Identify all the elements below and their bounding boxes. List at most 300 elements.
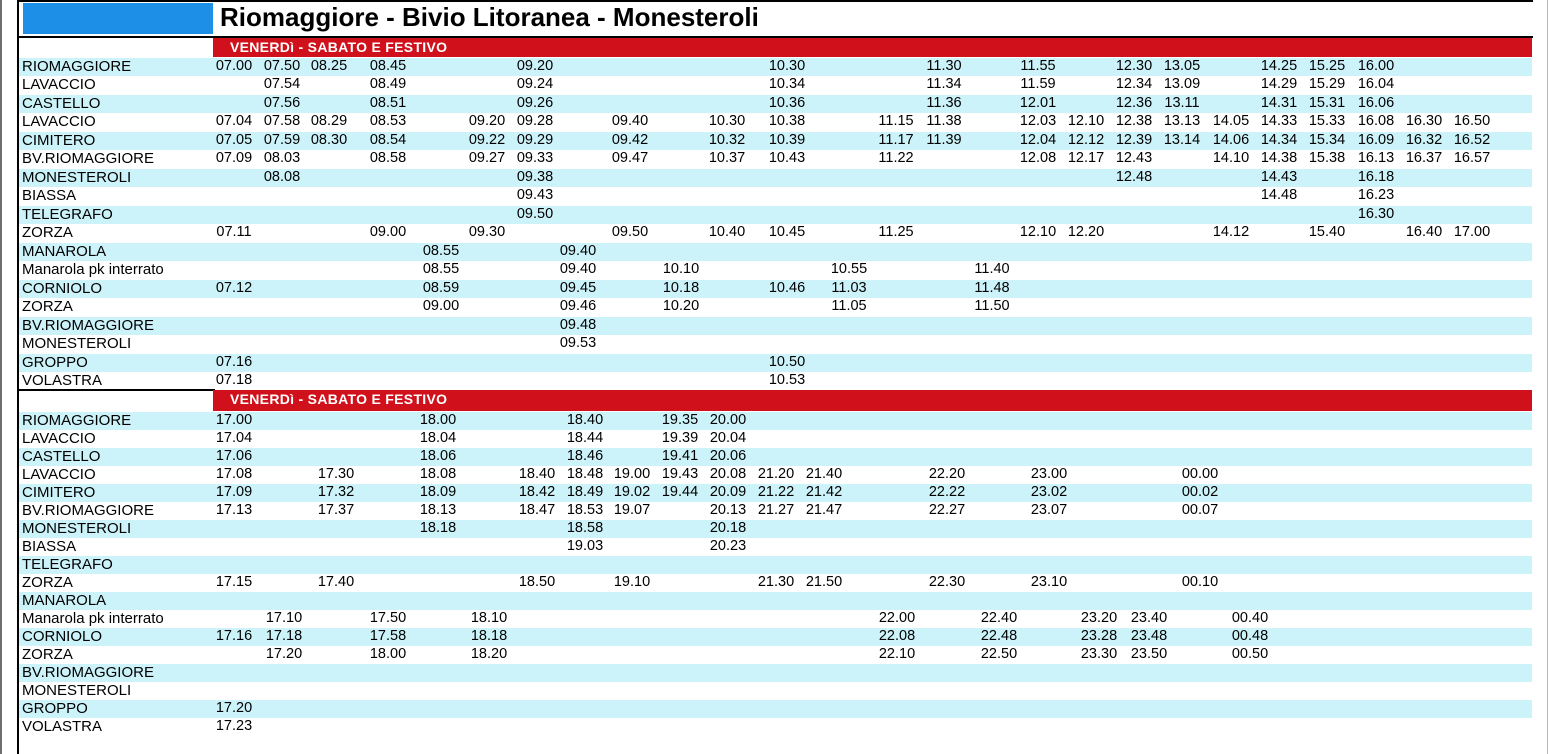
time-cell: 00.48 — [1231, 628, 1269, 644]
time-cell: 09.27 — [468, 150, 506, 167]
time-cell: 10.46 — [768, 279, 806, 296]
time-cell: 16.04 — [1357, 76, 1395, 93]
time-cell: 12.04 — [1019, 131, 1057, 148]
window-left-edge — [0, 0, 2, 754]
time-cell: 09.40 — [559, 242, 597, 259]
time-cell: 18.00 — [419, 412, 457, 428]
table-row — [19, 484, 1532, 502]
time-cell: 11.03 — [831, 279, 867, 296]
time-cell: 14.05 — [1212, 113, 1250, 130]
time-cell: 18.09 — [419, 484, 457, 500]
time-cell: 11.15 — [878, 113, 914, 130]
time-cell: 10.10 — [662, 261, 700, 278]
time-cell: 09.45 — [559, 279, 597, 296]
time-cell: 14.06 — [1212, 131, 1250, 148]
table-row — [19, 354, 1532, 373]
time-cell: 17.18 — [265, 628, 303, 644]
station-label: GROPPO — [22, 353, 88, 371]
time-cell: 23.00 — [1030, 466, 1068, 482]
station-label: LAVACCIO — [22, 113, 96, 131]
time-cell: 07.09 — [215, 150, 253, 167]
time-cell: 09.43 — [516, 187, 554, 204]
time-cell: 11.36 — [926, 94, 962, 111]
time-cell: 20.09 — [709, 484, 747, 500]
time-cell: 23.50 — [1130, 646, 1168, 662]
time-cell: 21.20 — [757, 466, 795, 482]
time-cell: 07.00 — [215, 57, 253, 74]
time-cell: 18.10 — [470, 610, 508, 626]
time-cell: 11.38 — [926, 113, 962, 130]
time-cell: 18.44 — [566, 430, 604, 446]
station-label: LAVACCIO — [22, 466, 96, 483]
time-cell: 17.37 — [317, 502, 355, 518]
station-label: BIASSA — [22, 538, 77, 555]
time-cell: 18.20 — [470, 646, 508, 662]
time-cell: 18.48 — [566, 466, 604, 482]
time-cell: 22.20 — [928, 466, 966, 482]
time-cell: 12.12 — [1067, 131, 1105, 148]
time-cell: 18.04 — [419, 430, 457, 446]
time-cell: 23.40 — [1130, 610, 1168, 626]
station-label: BIASSA — [22, 187, 77, 205]
table-row — [19, 556, 1532, 574]
time-cell: 10.30 — [768, 57, 806, 74]
time-cell: 18.08 — [419, 466, 457, 482]
time-cell: 07.56 — [263, 94, 301, 111]
time-cell: 12.10 — [1019, 224, 1057, 241]
time-cell: 10.18 — [662, 279, 700, 296]
station-label: MONESTEROLI — [22, 520, 132, 537]
time-cell: 14.34 — [1260, 131, 1298, 148]
time-cell: 09.20 — [516, 57, 554, 74]
time-cell: 12.34 — [1115, 76, 1153, 93]
time-cell: 23.20 — [1080, 610, 1118, 626]
table-row — [19, 113, 1532, 132]
time-cell: 23.30 — [1080, 646, 1118, 662]
station-label: ZORZA — [22, 574, 73, 591]
time-cell: 08.45 — [369, 57, 407, 74]
time-cell: 16.00 — [1357, 57, 1395, 74]
time-cell: 14.31 — [1260, 94, 1298, 111]
time-cell: 13.13 — [1163, 113, 1201, 130]
table-row — [19, 58, 1532, 77]
time-cell: 21.30 — [757, 574, 795, 590]
station-label: CIMITERO — [22, 131, 96, 149]
time-cell: 17.50 — [369, 610, 407, 626]
station-label: TELEGRAFO — [22, 205, 113, 223]
time-cell: 11.34 — [926, 76, 962, 93]
time-cell: 21.47 — [805, 502, 843, 518]
table-row — [19, 280, 1532, 299]
time-cell: 10.43 — [768, 150, 806, 167]
time-cell: 18.50 — [518, 574, 556, 590]
time-cell: 14.10 — [1212, 150, 1250, 167]
time-cell: 16.37 — [1405, 150, 1443, 167]
time-cell: 11.50 — [974, 298, 1010, 315]
time-cell: 07.12 — [215, 279, 253, 296]
time-cell: 09.20 — [468, 113, 506, 130]
banner-weekday-bottom — [213, 390, 1532, 411]
station-label: MANAROLA — [22, 242, 107, 260]
time-cell: 11.25 — [878, 224, 914, 241]
time-cell: 10.37 — [708, 150, 746, 167]
station-label: BV.RIOMAGGIORE — [22, 664, 154, 681]
time-cell: 08.03 — [263, 150, 301, 167]
table-row — [19, 76, 1532, 95]
table-row — [19, 206, 1532, 225]
time-cell: 17.08 — [215, 466, 253, 482]
station-label: Manarola pk interrato — [22, 610, 164, 627]
time-cell: 17.10 — [265, 610, 303, 626]
time-cell: 08.58 — [369, 150, 407, 167]
station-label: VOLASTRA — [22, 718, 103, 735]
time-cell: 08.49 — [369, 76, 407, 93]
time-cell: 13.14 — [1163, 131, 1201, 148]
station-label: CIMITERO — [22, 484, 96, 501]
time-cell: 16.08 — [1357, 113, 1395, 130]
time-cell: 12.38 — [1115, 113, 1153, 130]
time-cell: 22.00 — [878, 610, 916, 626]
time-cell: 07.11 — [216, 224, 252, 241]
time-cell: 15.40 — [1308, 224, 1346, 241]
time-cell: 16.32 — [1405, 131, 1443, 148]
time-cell: 08.55 — [422, 261, 460, 278]
time-cell: 09.46 — [559, 298, 597, 315]
table-row — [19, 664, 1532, 682]
time-cell: 09.50 — [611, 224, 649, 241]
time-cell: 16.30 — [1357, 205, 1395, 222]
time-cell: 17.40 — [317, 574, 355, 590]
time-cell: 08.25 — [310, 57, 348, 74]
table-row — [19, 187, 1532, 206]
time-cell: 20.18 — [709, 520, 747, 536]
time-cell: 00.50 — [1231, 646, 1269, 662]
time-cell: 16.57 — [1453, 150, 1491, 167]
time-cell: 23.28 — [1080, 628, 1118, 644]
time-cell: 10.45 — [768, 224, 806, 241]
time-cell: 18.40 — [518, 466, 556, 482]
time-cell: 08.59 — [422, 279, 460, 296]
time-cell: 17.20 — [215, 700, 253, 716]
station-label: CASTELLO — [22, 94, 101, 112]
time-cell: 09.40 — [559, 261, 597, 278]
time-cell: 14.25 — [1260, 57, 1298, 74]
table-row — [19, 682, 1532, 700]
station-label: TELEGRAFO — [22, 556, 113, 573]
station-label: MONESTEROLI — [22, 168, 132, 186]
table-row — [19, 430, 1532, 448]
station-label: ZORZA — [22, 646, 73, 663]
window-right-edge — [1547, 0, 1548, 754]
time-cell: 12.36 — [1115, 94, 1153, 111]
time-cell: 08.30 — [310, 131, 348, 148]
time-cell: 18.18 — [470, 628, 508, 644]
time-cell: 09.33 — [516, 150, 554, 167]
time-cell: 16.40 — [1405, 224, 1443, 241]
time-cell: 20.04 — [709, 430, 747, 446]
table-row — [19, 224, 1532, 243]
time-cell: 21.42 — [805, 484, 843, 500]
time-cell: 16.52 — [1453, 131, 1491, 148]
time-cell: 22.48 — [980, 628, 1018, 644]
time-cell: 18.53 — [566, 502, 604, 518]
time-cell: 09.00 — [422, 298, 460, 315]
time-cell: 15.34 — [1308, 131, 1346, 148]
time-cell: 09.22 — [468, 131, 506, 148]
time-cell: 10.20 — [662, 298, 700, 315]
page-title: Riomaggiore - Bivio Litoranea - Monesteroli — [220, 2, 759, 32]
time-cell: 00.00 — [1181, 466, 1219, 482]
time-cell: 21.50 — [805, 574, 843, 590]
station-label: Manarola pk interrato — [22, 261, 164, 279]
time-cell: 18.18 — [419, 520, 457, 536]
time-cell: 09.24 — [516, 76, 554, 93]
time-cell: 21.40 — [805, 466, 843, 482]
time-cell: 11.22 — [878, 150, 914, 167]
table-row — [19, 502, 1532, 520]
time-cell: 10.39 — [768, 131, 806, 148]
time-cell: 10.30 — [708, 113, 746, 130]
table-row — [19, 466, 1532, 484]
time-cell: 20.00 — [709, 412, 747, 428]
time-cell: 17.13 — [215, 502, 253, 518]
time-cell: 19.44 — [661, 484, 699, 500]
time-cell: 14.29 — [1260, 76, 1298, 93]
banner-weekday-top — [213, 38, 1532, 57]
station-label: CORNIOLO — [22, 279, 103, 297]
time-cell: 10.40 — [708, 224, 746, 241]
time-cell: 12.03 — [1019, 113, 1057, 130]
time-cell: 08.54 — [369, 131, 407, 148]
time-cell: 09.26 — [516, 94, 554, 111]
time-cell: 10.32 — [708, 131, 746, 148]
table-row — [19, 412, 1532, 430]
time-cell: 16.18 — [1357, 168, 1395, 185]
time-cell: 19.10 — [613, 574, 651, 590]
table-row — [19, 335, 1532, 354]
time-cell: 09.42 — [611, 131, 649, 148]
time-cell: 18.40 — [566, 412, 604, 428]
station-label: ZORZA — [22, 298, 73, 316]
time-cell: 23.48 — [1130, 628, 1168, 644]
time-cell: 17.00 — [1453, 224, 1491, 241]
time-cell: 17.58 — [369, 628, 407, 644]
time-cell: 11.05 — [831, 298, 867, 315]
time-cell: 11.48 — [974, 279, 1010, 296]
time-cell: 19.00 — [613, 466, 651, 482]
time-cell: 23.10 — [1030, 574, 1068, 590]
station-label: LAVACCIO — [22, 430, 96, 447]
table-row — [19, 243, 1532, 262]
time-cell: 15.31 — [1308, 94, 1346, 111]
time-cell: 17.23 — [215, 718, 253, 734]
table-row — [19, 574, 1532, 592]
table-row — [19, 592, 1532, 610]
time-cell: 11.30 — [926, 57, 962, 74]
time-cell: 08.51 — [369, 94, 407, 111]
time-cell: 14.48 — [1260, 187, 1298, 204]
time-cell: 09.29 — [516, 131, 554, 148]
table-row — [19, 132, 1532, 151]
station-label: MANAROLA — [22, 592, 107, 609]
time-cell: 16.13 — [1357, 150, 1395, 167]
station-label: BV.RIOMAGGIORE — [22, 502, 154, 519]
station-label: VOLASTRA — [22, 372, 103, 390]
time-cell: 12.01 — [1019, 94, 1057, 111]
time-cell: 19.03 — [566, 538, 604, 554]
time-cell: 07.16 — [215, 353, 253, 370]
time-cell: 23.07 — [1030, 502, 1068, 518]
time-cell: 20.06 — [709, 448, 747, 464]
time-cell: 10.50 — [768, 353, 806, 370]
time-cell: 09.48 — [559, 316, 597, 333]
time-cell: 21.27 — [757, 502, 795, 518]
time-cell: 16.50 — [1453, 113, 1491, 130]
time-cell: 18.42 — [518, 484, 556, 500]
time-cell: 00.02 — [1181, 484, 1219, 500]
time-cell: 19.02 — [613, 484, 651, 500]
table-row — [19, 150, 1532, 169]
time-cell: 11.40 — [974, 261, 1010, 278]
time-cell: 11.55 — [1020, 57, 1056, 74]
time-cell: 18.06 — [419, 448, 457, 464]
station-label: BV.RIOMAGGIORE — [22, 150, 154, 168]
time-cell: 09.00 — [369, 224, 407, 241]
table-row — [19, 448, 1532, 466]
time-cell: 13.05 — [1163, 57, 1201, 74]
banner-label: VENERDì - SABATO E FESTIVO — [230, 39, 448, 55]
time-cell: 11.17 — [878, 131, 914, 148]
time-cell: 22.10 — [878, 646, 916, 662]
blue-header-box — [23, 3, 213, 34]
station-label: RIOMAGGIORE — [22, 412, 132, 429]
time-cell: 18.58 — [566, 520, 604, 536]
station-label: CASTELLO — [22, 448, 101, 465]
table-row — [19, 520, 1532, 538]
time-cell: 07.54 — [263, 76, 301, 93]
time-cell: 08.53 — [369, 113, 407, 130]
time-cell: 00.07 — [1181, 502, 1219, 518]
time-cell: 09.28 — [516, 113, 554, 130]
time-cell: 10.38 — [768, 113, 806, 130]
table-row — [19, 628, 1532, 646]
table-row — [19, 718, 1532, 736]
station-label: BV.RIOMAGGIORE — [22, 316, 154, 334]
time-cell: 07.05 — [215, 131, 253, 148]
time-cell: 12.30 — [1115, 57, 1153, 74]
time-cell: 17.30 — [317, 466, 355, 482]
time-cell: 20.08 — [709, 466, 747, 482]
time-cell: 09.30 — [468, 224, 506, 241]
time-cell: 12.08 — [1019, 150, 1057, 167]
time-cell: 10.53 — [768, 372, 806, 389]
table-row — [19, 610, 1532, 628]
table-row — [19, 700, 1532, 718]
station-label: GROPPO — [22, 700, 88, 717]
time-cell: 19.43 — [661, 466, 699, 482]
time-cell: 22.30 — [928, 574, 966, 590]
time-cell: 07.58 — [263, 113, 301, 130]
time-cell: 22.08 — [878, 628, 916, 644]
station-label: LAVACCIO — [22, 76, 96, 94]
station-label: MONESTEROLI — [22, 682, 132, 699]
time-cell: 08.29 — [310, 113, 348, 130]
time-cell: 19.35 — [661, 412, 699, 428]
time-cell: 13.11 — [1164, 94, 1200, 111]
table-row — [19, 169, 1532, 188]
time-cell: 14.12 — [1212, 224, 1250, 241]
time-cell: 16.30 — [1405, 113, 1443, 130]
time-cell: 16.09 — [1357, 131, 1395, 148]
time-cell: 17.16 — [215, 628, 253, 644]
time-cell: 18.00 — [369, 646, 407, 662]
time-cell: 07.50 — [263, 57, 301, 74]
time-cell: 17.15 — [215, 574, 253, 590]
time-cell: 11.39 — [926, 131, 962, 148]
time-cell: 12.48 — [1115, 168, 1153, 185]
time-cell: 15.33 — [1308, 113, 1346, 130]
time-cell: 22.22 — [928, 484, 966, 500]
time-cell: 08.55 — [422, 242, 460, 259]
table-row — [19, 538, 1532, 556]
time-cell: 22.27 — [928, 502, 966, 518]
time-cell: 12.20 — [1067, 224, 1105, 241]
time-cell: 20.23 — [709, 538, 747, 554]
time-cell: 10.36 — [768, 94, 806, 111]
time-cell: 09.47 — [611, 150, 649, 167]
time-cell: 09.53 — [559, 335, 597, 352]
section-divider — [17, 389, 215, 391]
time-cell: 17.20 — [265, 646, 303, 662]
time-cell: 17.09 — [215, 484, 253, 500]
time-cell: 00.10 — [1181, 574, 1219, 590]
time-cell: 18.46 — [566, 448, 604, 464]
time-cell: 07.59 — [263, 131, 301, 148]
time-cell: 22.50 — [980, 646, 1018, 662]
table-row — [19, 317, 1532, 336]
time-cell: 21.22 — [757, 484, 795, 500]
time-cell: 17.04 — [215, 430, 253, 446]
time-cell: 16.23 — [1357, 187, 1395, 204]
banner-label: VENERDì - SABATO E FESTIVO — [230, 391, 448, 407]
time-cell: 18.47 — [518, 502, 556, 518]
station-label: CORNIOLO — [22, 628, 103, 645]
table-row — [19, 372, 1532, 391]
table-row — [19, 261, 1532, 280]
time-cell: 14.38 — [1260, 150, 1298, 167]
time-cell: 20.13 — [709, 502, 747, 518]
time-cell: 17.32 — [317, 484, 355, 500]
time-cell: 00.40 — [1231, 610, 1269, 626]
time-cell: 23.02 — [1030, 484, 1068, 500]
table-row — [19, 95, 1532, 114]
time-cell: 15.25 — [1308, 57, 1346, 74]
time-cell: 12.39 — [1115, 131, 1153, 148]
time-cell: 12.17 — [1067, 150, 1105, 167]
time-cell: 14.43 — [1260, 168, 1298, 185]
station-label: ZORZA — [22, 224, 73, 242]
time-cell: 18.49 — [566, 484, 604, 500]
time-cell: 07.04 — [215, 113, 253, 130]
table-row — [19, 298, 1532, 317]
time-cell: 18.13 — [419, 502, 457, 518]
time-cell: 11.59 — [1020, 76, 1056, 93]
time-cell: 13.09 — [1163, 76, 1201, 93]
time-cell: 16.06 — [1357, 94, 1395, 111]
time-cell: 12.10 — [1067, 113, 1105, 130]
time-cell: 10.55 — [830, 261, 868, 278]
time-cell: 19.41 — [661, 448, 699, 464]
